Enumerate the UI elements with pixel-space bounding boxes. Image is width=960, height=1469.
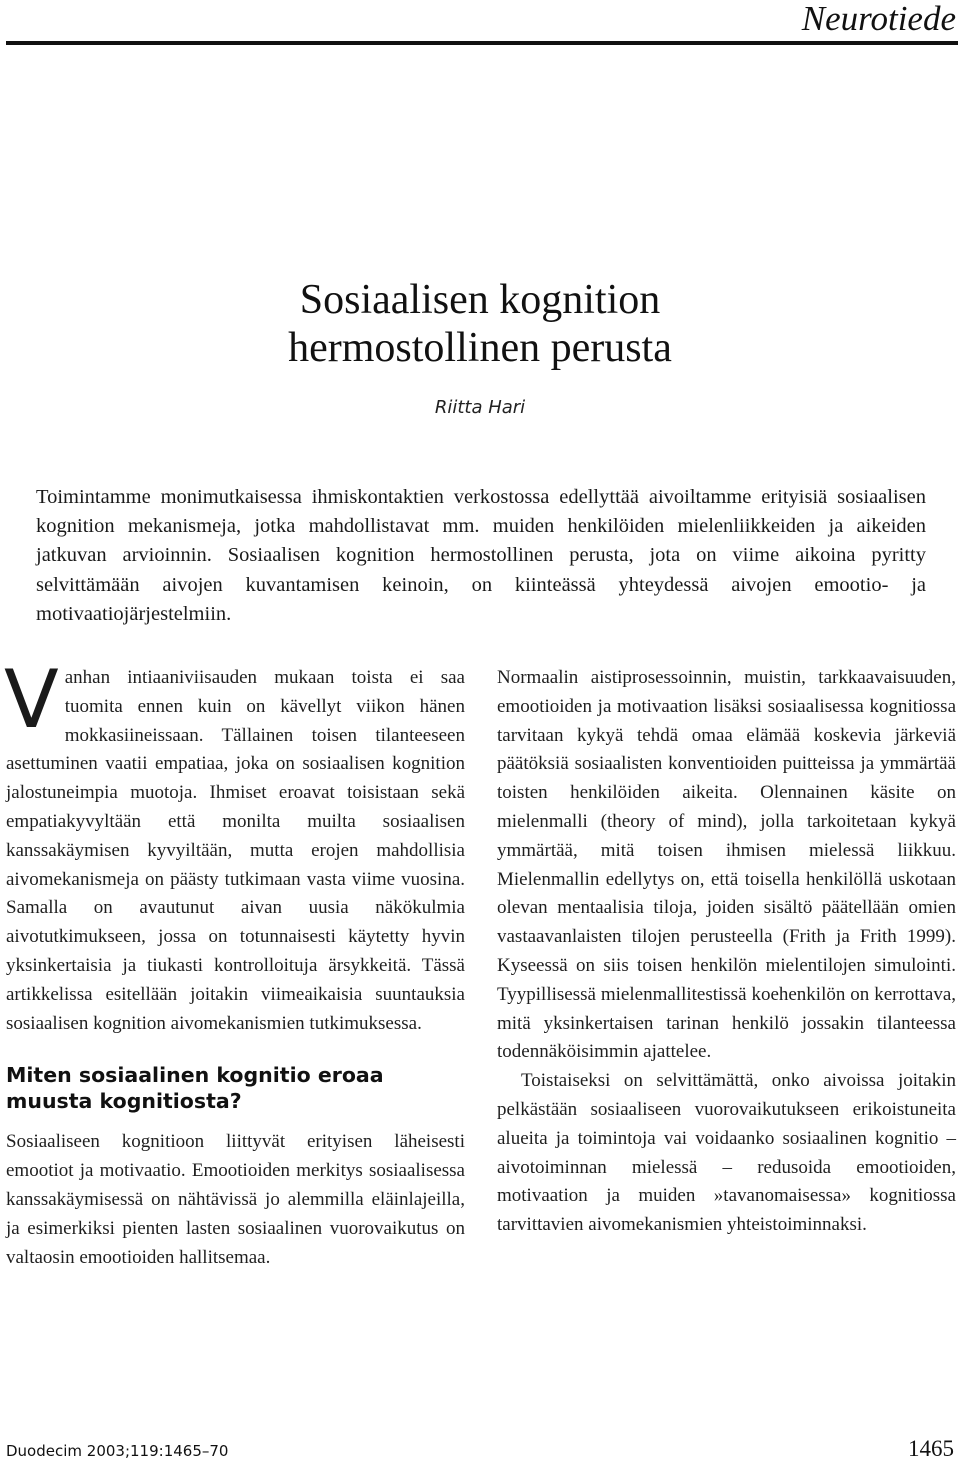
title-line-2: hermostollinen perusta [288,325,672,371]
abstract: Toimintamme monimutkaisessa ihmiskontaktien verkostossa edellyttää aivoiltamme erityisiä sosiaalisen kognition mekanismeja, jotka mahdollistavat mm. muiden henkilöiden mielenliikkeiden ja aikeiden jatkuvan arvioinnin. Sosiaalisen kognition hermostollinen perusta, jota on viime aikoina pyritty selvittämään aivojen kuvantamisen keinoin, on kiinteässä yhteydessä aivojen emootio- ja motivaatiojärjestelmiin. [36,486,926,625]
section-heading: Miten sosiaalinen kognitio eroaa muusta kognitiosta? [6,1063,384,1114]
right-column [497,664,956,1240]
header-rule [6,41,958,45]
left-column [4,653,465,1272]
article-title [0,276,960,372]
title-line-1: Sosiaalisen kognition [299,277,661,323]
section-paragraph: Sosiaaliseen kognitioon liittyvät erityisen läheisesti emootiot ja motivaatio. Emootioiden merkitys sosiaalisessa kanssakäymisessä on nähtävissä jo alemmilla eläinlajeilla, ja esimerkiksi pienten lasten sosiaalinen vuorovaikutus on valtaosin emootioiden hallitsemaa. [6,1131,465,1268]
intro-text: anhan intiaaniviisauden mukaan toista ei saa tuomita ennen kuin on kävellyt viikon hänen mokkasiineissaan. Tällainen toisen tilanteeseen asettuminen vaatii empatiaa, joka on sosiaalisen kognition jalostuneimpia muotoja. Ihmiset eroavat toisistaan sekä empatiakyvyltään että monilta muilta sosiaalisen kanssakäymisen kyvyiltään, mutta erojen mahdollisia aivomekanismeja on päästy tutkimaan vasta viime vuosina. Samalla on avautunut aivan uusia näkökulmia aivotutkimukseen, jossa on totunnaisesti käytetty hyvin yksinkertaisia ja tiukasti kontrolloituja ärsykkeitä. Tässä artikkelissa esitellään joitakin viimeaikaisia suuntauksia sosiaalisen kognition aivomekanismien tutkimuksessa. [6,667,465,1034]
intro-paragraph [4,653,465,1038]
right-paragraph-1: Normaalin aistiprosessoinnin, muistin, tarkkaavaisuuden, emootioiden ja motivaation lisäksi sosiaalisessa kognitiossa tarvitaan kykyä tehdä omaa elämää koskevia järkeviä päätöksiä sosiaalisten konventioiden puitteissa ja ymmärtää toisten henkilöiden aikeita. Olennainen käsite on mielenmalli (theory of mind), jolla tarkoitetaan kykyä ymmärtää, mitä toisen ihmisen mielessä liikkuu. Mielenmallin edellytys on, että toisella henkilöllä uskotaan olevan mentaalisia tiloja, joiden sisältö päätellään omien vastaavanlaisten tilojen perusteella (Frith ja Frith 1999). Kyseessä on siis toisen henkilön mielentilojen simulointi. Tyypillisessä mielenmallitestissä koehenkilön on kerrottava, mitä yksinkertaisen tarinan henkilö jossakin tilanteessa todennäköisimmin ajattelee. [497,667,956,1063]
page-number: 1465 [908,1436,954,1461]
journal-citation: Duodecim 2003;119:1465–70 [6,1442,229,1460]
author-name: Riitta Hari [434,397,526,418]
right-paragraph-2: Toistaiseksi on selvittämättä, onko aivoissa joitakin pelkästään sosiaaliseen vuorovaikutukseen erikoistuneita alueita ja toimintoja vai voidaanko sosiaalinen kognitio – aivotoiminnan mielessä – redusoida emootioiden, motivaation ja muiden »tavanomaisessa» kognitiossa tarvittavien aivomekanismien yhteistoiminnaksi. [497,1070,956,1236]
section-label: Neurotiede [801,0,956,38]
drop-cap: V [4,653,59,746]
